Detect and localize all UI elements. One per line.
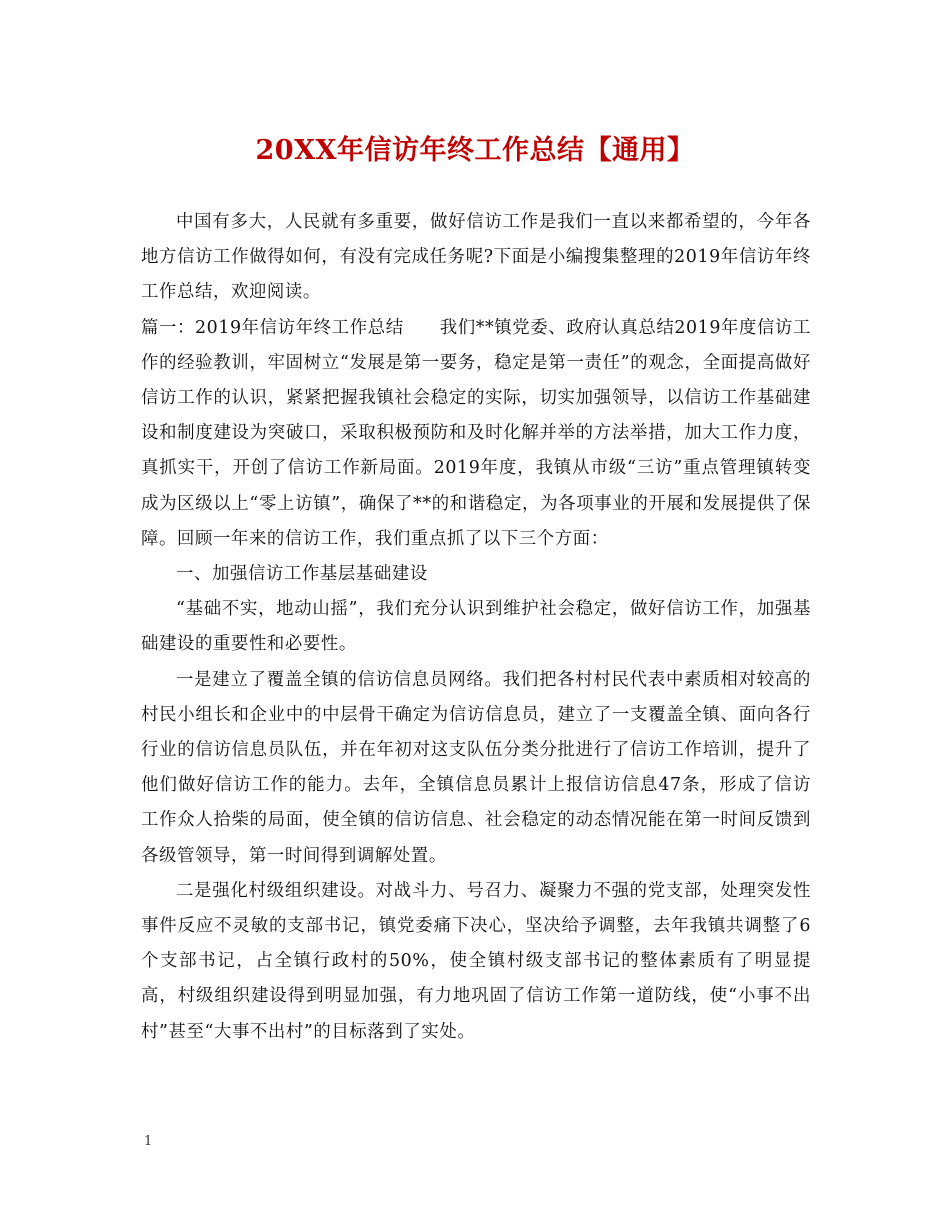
network-paragraph: 一是建立了覆盖全镇的信访信息员网络。我们把各村村民代表中素质相对较高的村民小组长和企业中的中层骨干确定为信访信息员，建立了一支覆盖全镇、面向各行行业的信访信息员队伍，并在年初对这支队伍分类分批进行了信访工作培训，提升了他们做好信访工作的能力。去年，全镇信息员累计上报信访信息47条，形成了信访工作众人拾柴的局面，使全镇的信访信息、社会稳定的动态情况能在第一时间反馈到各级管领导，第一时间得到调解处置。 (141, 669, 811, 866)
organization-paragraph: 二是强化村级组织建设。对战斗力、号召力、凝聚力不强的党支部，处理突发性事件反应不灵敏的支部书记，镇党委痛下决心，坚决给予调整，去年我镇共调整了6个支部书记，占全镇行政村的50%，使全镇村级支部书记的整体素质有了明显提高，村级组织建设得到明显加强，有力地巩固了信访工作第一道防线，使“小事不出村”甚至“大事不出村”的目标落到了实处。 (141, 880, 811, 1042)
document-body (141, 205, 811, 1050)
section-one-paragraph: 篇一：2019年信访年终工作总结 我们**镇党委、政府认真总结2019年度信访工作的经验教训，牢固树立“发展是第一要务，稳定是第一责任”的观念，全面提高做好信访工作的认识，紧紧把握我镇社会稳定的实际，切实加强领导，以信访工作基础建设和制度建设为突破口，采取积极预防和及时化解并举的方法举措，加大工作力度，真抓实干，开创了信访工作新局面。2019年度，我镇从市级“三访”重点管理镇转变成为区级以上“零上访镇”，确保了**的和谐稳定，为各项事业的开展和发展提供了保障。回顾一年来的信访工作，我们重点抓了以下三个方面： (141, 317, 811, 549)
heading-one: 一、加强信访工作基层基础建设 (176, 564, 428, 585)
page-number: 1 (144, 1134, 153, 1149)
document-title: 20XX年信访年终工作总结【通用】 (255, 135, 695, 166)
foundation-paragraph: “基础不实，地动山摇”，我们充分认识到维护社会稳定，做好信访工作，加强基础建设的重要性和必要性。 (141, 599, 811, 655)
intro-paragraph: 中国有多大，人民就有多重要，做好信访工作是我们一直以来都希望的，今年各地方信访工作做得如何，有没有完成任务呢?下面是小编搜集整理的2019年信访年终工作总结，欢迎阅读。 (141, 212, 811, 303)
